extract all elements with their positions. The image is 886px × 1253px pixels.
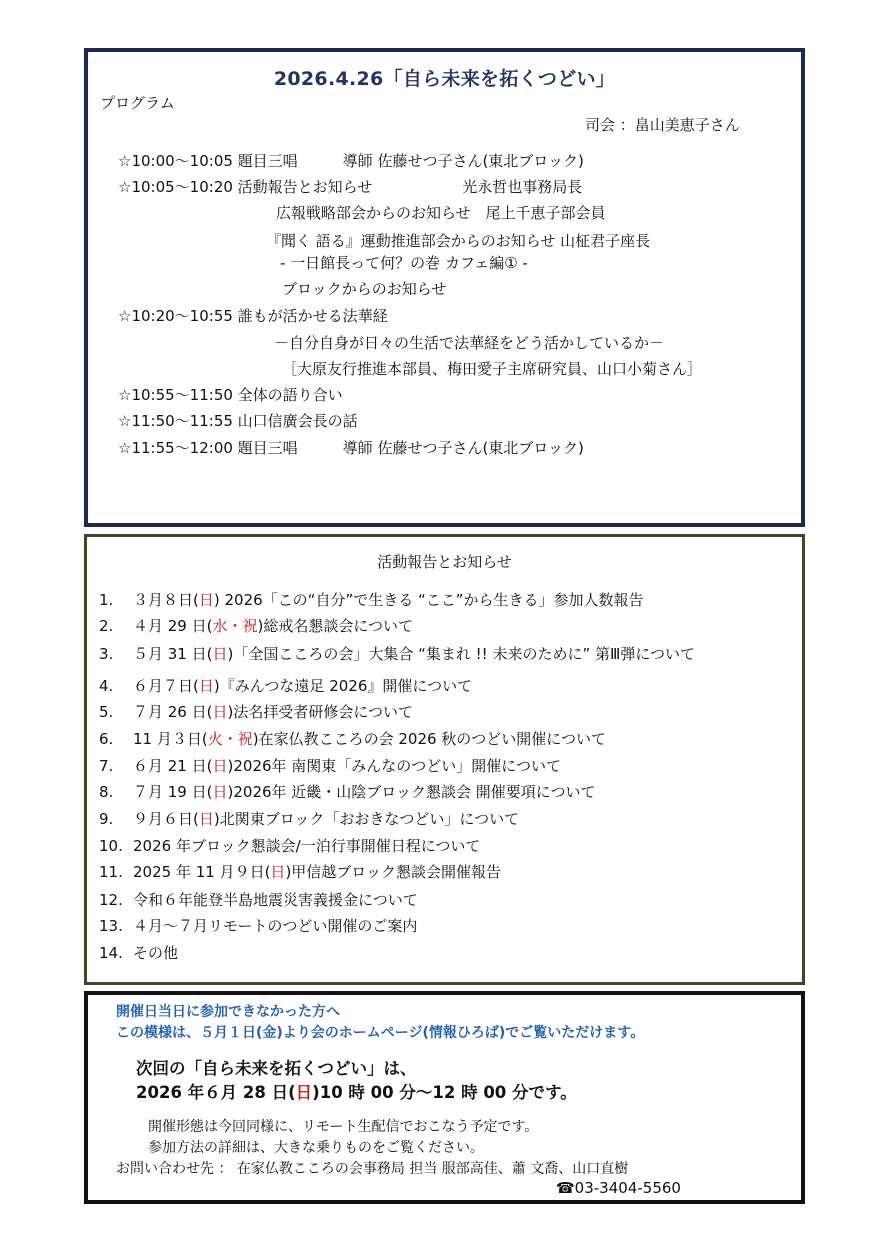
program-row: ☆10:00～10:05 題目三唱 導師 佐藤せつ子さん(東北ブロック) xyxy=(118,152,584,170)
program-row: ☆10:05～10:20 活動報告とお知らせ 光永哲也事務局長 xyxy=(118,178,583,196)
program-row: ☆10:20～10:55 誰もが活かせる法華経 xyxy=(118,307,388,325)
program-row: ☆11:50～11:55 山口信廣会長の話 xyxy=(118,412,358,430)
next-event-line-2: 2026 年６月 28 日(日)10 時 00 分～12 時 00 分です。 xyxy=(136,1083,577,1102)
report-item: 4. ６月７日(日)『みんつな遠足 2026』開催について xyxy=(99,677,473,695)
report-item: 13. ４月～７月リモートのつどい開催のご案内 xyxy=(99,917,418,935)
notice-line-2: この模様は、５月１日(金)より会のホームページ(情報ひろば)でご覧いただけます。 xyxy=(116,1025,645,1041)
detail-line-1: 開催形態は今回同様に、リモート生配信でおこなう予定です。 xyxy=(148,1119,539,1135)
info-box xyxy=(84,991,805,1204)
report-item: 12. 令和６年能登半島地震災害義援金について xyxy=(99,891,418,909)
report-item: 9. ９月６日(日)北関東ブロック「おおきなつどい」について xyxy=(99,810,520,828)
report-item: 10. 2026 年ブロック懇談会/一泊行事開催日程について xyxy=(99,837,481,855)
program-box xyxy=(84,48,805,527)
report-item: 5. ７月 26 日(日)法名拝受者研修会について xyxy=(99,703,414,721)
next-event-line-1: 次回の「自ら未来を拓くつどい」は、 xyxy=(136,1059,417,1078)
report-item: 14. その他 xyxy=(99,944,179,962)
contact-line: お問い合わせ先 ： 在家仏教こころの会事務局 担当 服部高佳、蕭 文喬、山口直樹 xyxy=(116,1161,629,1177)
program-heading: プログラム xyxy=(100,94,175,112)
program-row: ☆10:55～11:50 全体の語り合い xyxy=(118,386,343,404)
report-item: 8. ７月 19 日(日)2026年 近畿・山陰ブロック懇談会 開催要項について xyxy=(99,783,596,801)
program-row: ☆11:55～12:00 題目三唱 導師 佐藤せつ子さん(東北ブロック) xyxy=(118,439,584,457)
report-item: 6. 11 月３日(火・祝)在家仏教こころの会 2026 秋のつどい開催について xyxy=(99,730,606,748)
program-title: 2026.4.26「自ら未来を拓くつどい」 xyxy=(273,68,616,90)
program-row: - 一日館長って何？の巻 カフェ編① - xyxy=(280,254,528,272)
program-row: ブロックからのお知らせ xyxy=(282,280,447,298)
report-item: 7. ６月 21 日(日)2026年 南関東「みんなのつどい」開催について xyxy=(99,757,561,775)
notice-line-1: 開催日当日に参加できなかった方へ xyxy=(116,1004,340,1020)
mc-name: 司会 ：畠山美恵子さん xyxy=(585,116,740,134)
report-item: 2. ４月 29 日(水・祝)総戒名懇談会について xyxy=(99,617,414,635)
report-item: 1. ３月８日(日) 2026「この“自分”で生きる “ここ”から生きる」参加人数報告 xyxy=(99,591,644,609)
reports-box xyxy=(84,534,805,985)
program-row: ［大原友行推進本部員、梅田愛子主席研究員、山口小菊さん］ xyxy=(282,360,703,378)
report-item: 11. 2025 年 11 月９日(日)甲信越ブロック懇談会開催報告 xyxy=(99,863,501,881)
detail-line-2: 参加方法の詳細は、大きな乗りものをご覧ください。 xyxy=(148,1140,484,1156)
program-row: －自分自身が日々の生活で法華経をどう活かしているか－ xyxy=(274,334,665,352)
report-item: 3. ５月 31 日(日)「全国こころの会」大集合 “集まれ !! 未来のために” 第Ⅲ弾について xyxy=(99,645,696,663)
phone-number: ☎03-3404-5560 xyxy=(556,1179,681,1197)
program-row: 『聞く 語る』運動推進部会からのお知らせ 山柾君子座長 xyxy=(266,232,651,250)
reports-title: 活動報告とお知らせ xyxy=(377,553,512,571)
program-row: 広報戦略部会からのお知らせ 尾上千恵子部会員 xyxy=(276,204,606,222)
